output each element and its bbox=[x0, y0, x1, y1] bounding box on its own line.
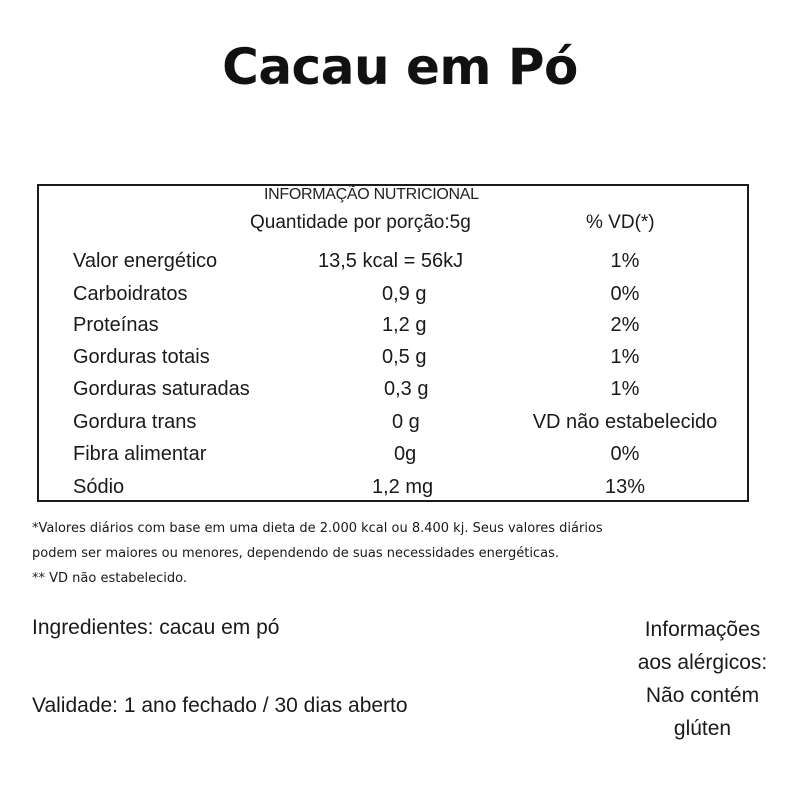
nutrient-vd: 1% bbox=[610, 250, 640, 272]
vd-column-header: % VD(*) bbox=[586, 212, 655, 233]
nutrient-vd: 0% bbox=[610, 283, 640, 305]
nutrient-amount: 0,3 g bbox=[384, 378, 429, 400]
footnote-needs: podem ser maiores ou menores, dependendo de suas necessidades energéticas. bbox=[32, 546, 560, 561]
allergen-line: aos alérgicos: bbox=[637, 651, 768, 674]
allergen-line: Não contém bbox=[645, 684, 760, 707]
nutrient-amount: 0,9 g bbox=[382, 283, 427, 305]
validity-text: Validade: 1 ano fechado / 30 dias aberto bbox=[32, 694, 408, 717]
nutrient-amount: 13,5 kcal = 56kJ bbox=[318, 250, 464, 272]
nutrition-footnotes bbox=[32, 516, 603, 591]
nutrient-name: Gordura trans bbox=[73, 411, 197, 433]
nutrient-vd: 0% bbox=[610, 443, 640, 465]
footnote-vd-not-established: ** VD não estabelecido. bbox=[32, 571, 188, 586]
nutrient-vd: 13% bbox=[604, 476, 646, 498]
nutrient-name: Valor energético bbox=[73, 250, 218, 272]
allergen-line: Informações bbox=[644, 618, 761, 641]
ingredients-text: Ingredientes: cacau em pó bbox=[32, 616, 280, 639]
nutrient-name: Sódio bbox=[73, 476, 125, 498]
nutrient-vd: 1% bbox=[610, 378, 640, 400]
product-title: Cacau em Pó bbox=[222, 38, 578, 96]
allergen-line: glúten bbox=[673, 717, 732, 740]
nutrient-name: Proteínas bbox=[73, 314, 159, 336]
nutrient-vd: 1% bbox=[610, 346, 640, 368]
nutrient-amount: 1,2 mg bbox=[372, 476, 434, 498]
nutrient-amount: 0,5 g bbox=[382, 346, 427, 368]
nutrient-vd: 2% bbox=[610, 314, 640, 336]
nutrient-name: Fibra alimentar bbox=[73, 443, 207, 465]
nutrient-amount: 1,2 g bbox=[382, 314, 427, 336]
nutrient-name: Carboidratos bbox=[73, 283, 188, 305]
footnote-daily-values: *Valores diários com base em uma dieta de 2.000 kcal ou 8.400 kj. Seus valores diários bbox=[32, 521, 603, 536]
nutrient-name: Gorduras saturadas bbox=[73, 378, 250, 400]
nutrition-table-heading: INFORMAÇÃO NUTRICIONAL bbox=[264, 186, 479, 203]
nutrient-amount: 0g bbox=[394, 443, 417, 465]
nutrient-amount: 0 g bbox=[392, 411, 420, 433]
allergen-info bbox=[615, 613, 790, 745]
nutrient-name: Gorduras totais bbox=[73, 346, 210, 368]
portion-label: Quantidade por porção:5g bbox=[250, 212, 471, 233]
nutrient-vd: VD não estabelecido bbox=[532, 411, 718, 433]
